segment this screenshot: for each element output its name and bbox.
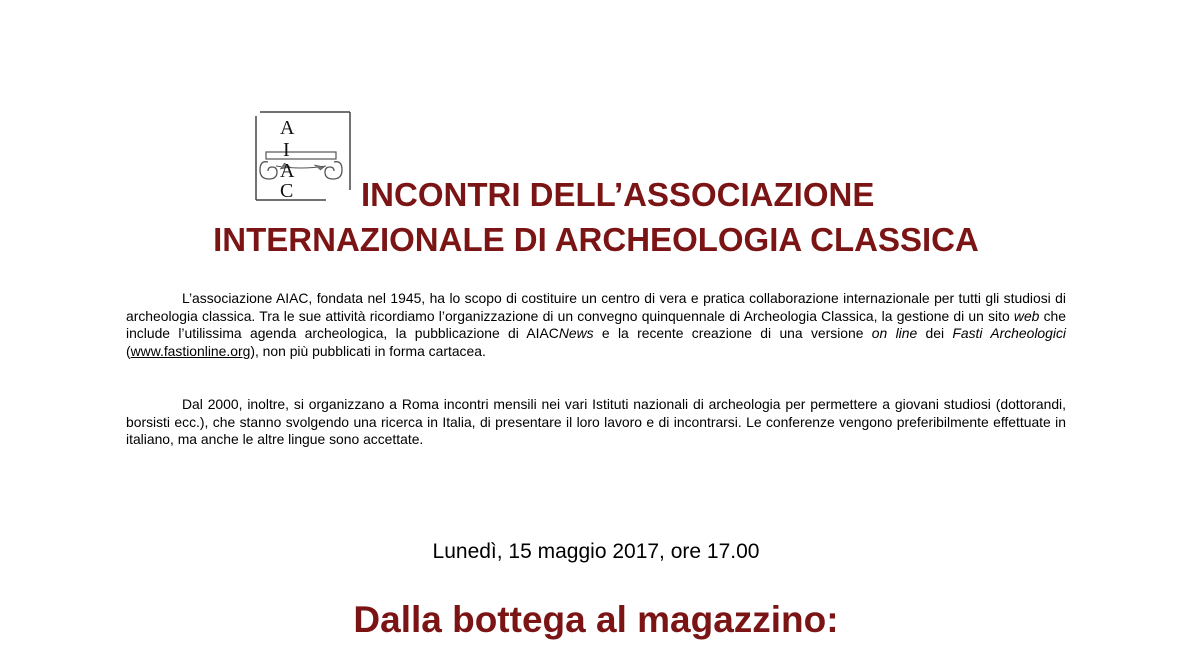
para1-text-1: L’associazione AIAC, fondata nel 1945, ha lo scopo di costituire un centro di vera e pratica collaborazione internazionale per tutti gli studiosi di archeologia classica. Tra le sue attività ricordiamo l’organizzazione di un convegno quinquennale di Archeologia Classica, la gestione di un sito	[126, 290, 1066, 324]
para1-text-3: e la recente creazione di una versione	[593, 325, 872, 342]
fastionline-link[interactable]: www.fastionline.org	[130, 343, 251, 360]
aiac-logo-emblem	[254, 110, 354, 204]
para2-text: Dal 2000, inoltre, si organizzano a Roma incontri mensili nei vari Istituti nazionali di archeologia per permettere a giovani studiosi (dottorandi, borsisti ecc.), che stanno svolgendo una ricerca in Italia, di presentare il loro lavoro e di incontrarsi. Le conferenze vengono preferibilmente effettuate in italiano, ma anche le altre lingue sono accettate.	[126, 396, 1066, 448]
para1-em-online: on line	[871, 325, 918, 342]
intro-paragraph-1	[126, 290, 1066, 361]
para1-text-6: ), non più pubblicati in forma cartacea.	[250, 343, 486, 360]
para1-em-fasti: Fasti Archeologici	[952, 325, 1066, 342]
logo-letter-a1: A	[280, 117, 295, 139]
event-date: Lunedì, 15 maggio 2017, ore 17.00	[432, 540, 760, 563]
event-title: Dalla bottega al magazzino:	[353, 599, 839, 640]
page-title-line-2: INTERNAZIONALE DI ARCHEOLOGIA CLASSICA	[213, 221, 979, 258]
logo-letter-c: C	[280, 180, 294, 202]
para1-em-web: web	[1013, 307, 1040, 324]
para1-text-2: che include l’utilissima agenda archeologica, la pubblicazione di AIAC	[126, 307, 1066, 342]
para1-text-5: (	[126, 343, 131, 360]
page-title-line-1: INCONTRI DELL’ASSOCIAZIONE	[361, 176, 875, 213]
logo-letter-a2: A	[280, 160, 295, 182]
para1-text-4: dei	[917, 325, 953, 342]
intro-paragraph-2	[126, 396, 1066, 449]
aiac-logo	[254, 110, 354, 204]
logo-letter-i: I	[283, 139, 290, 161]
para1-em-news: News	[558, 325, 594, 342]
